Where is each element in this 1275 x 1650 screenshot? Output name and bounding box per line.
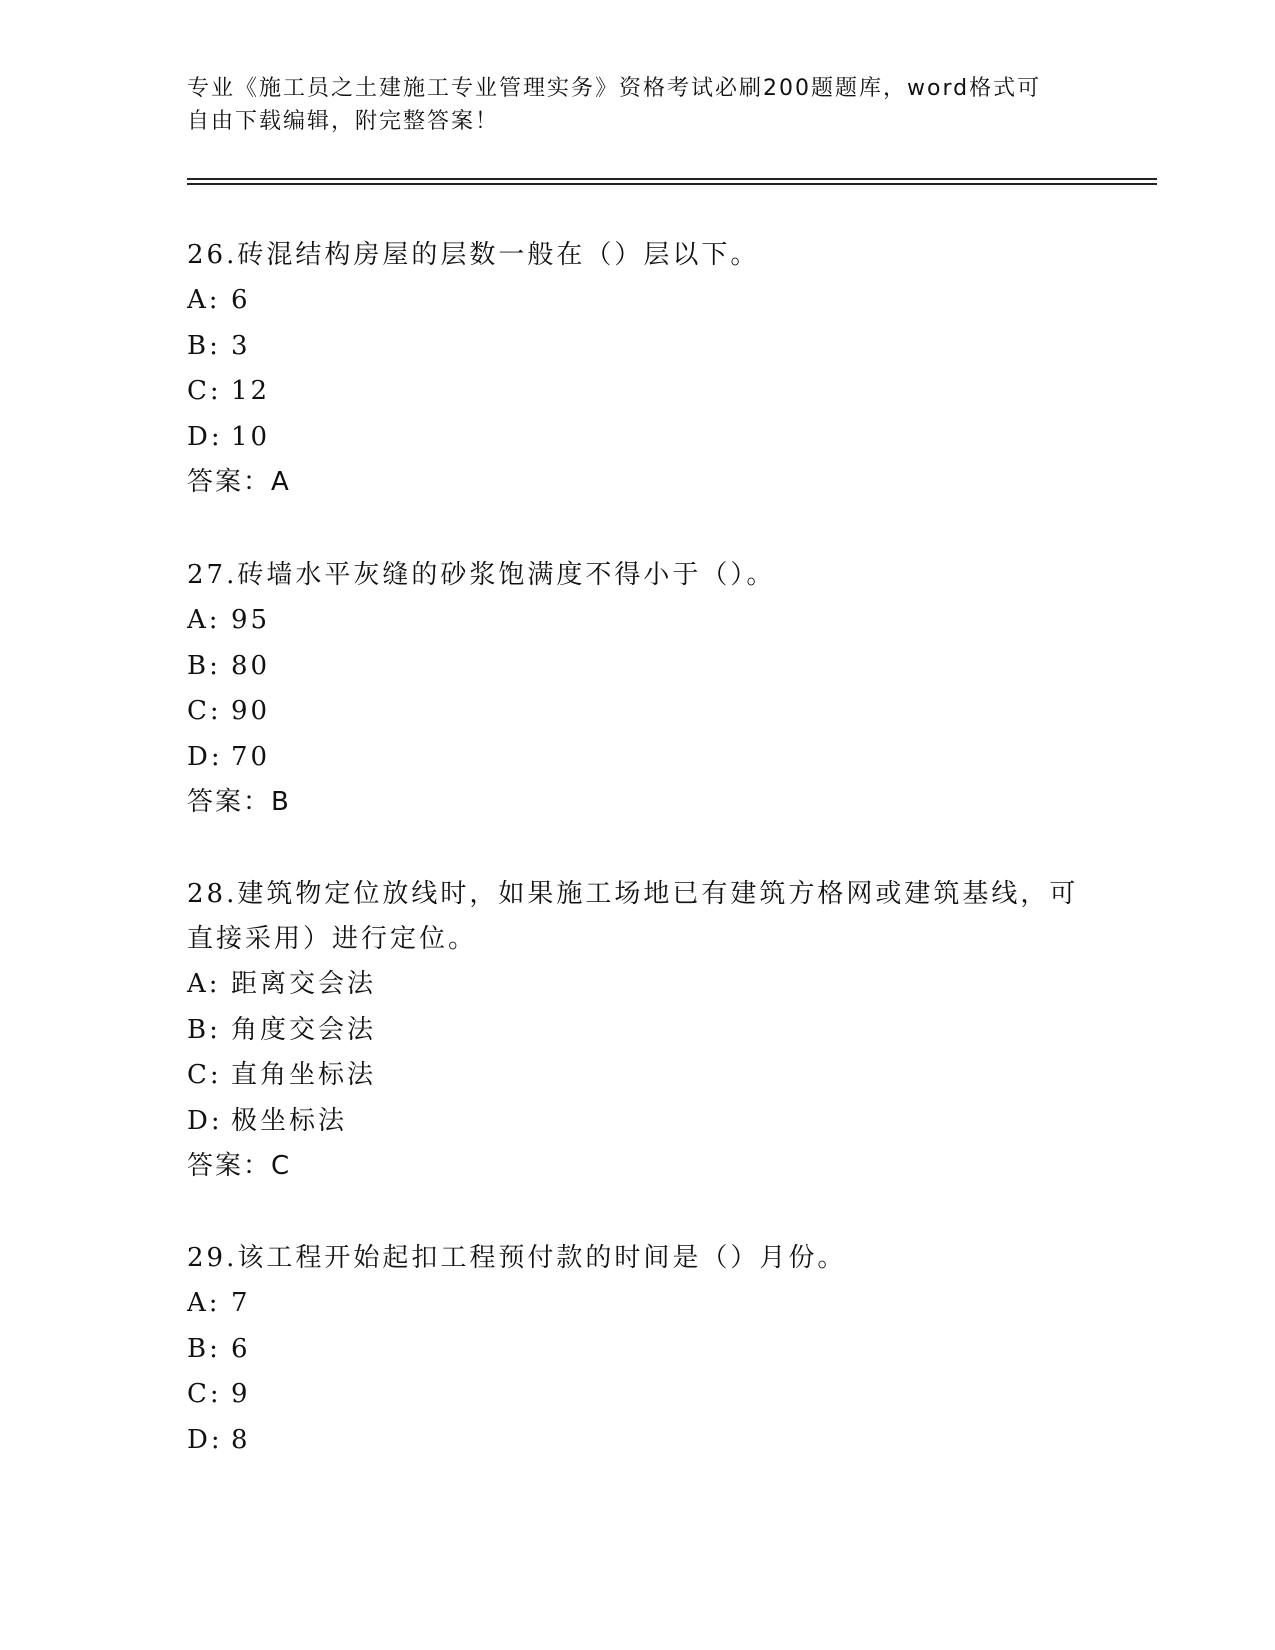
document-header	[187, 72, 1067, 138]
option-d	[187, 1099, 1087, 1145]
option-value: 10	[231, 421, 271, 452]
option-value: 直角坐标法	[231, 1060, 377, 1090]
option-d	[187, 1418, 1087, 1464]
option-b	[187, 324, 1087, 370]
question-27	[187, 553, 1087, 824]
option-b	[187, 1327, 1087, 1373]
option-b	[187, 1008, 1087, 1054]
option-value: 6	[231, 285, 251, 315]
option-value: 角度交会法	[231, 1014, 377, 1045]
option-key: C:	[187, 1060, 222, 1090]
option-value: 95	[231, 605, 271, 635]
header-line-2: 自由下载编辑，附完整答案！	[187, 109, 500, 134]
option-key: C:	[187, 696, 222, 726]
option-a	[187, 598, 1087, 644]
option-value: 3	[231, 330, 251, 361]
option-key: B:	[187, 1333, 221, 1364]
option-key: D:	[187, 421, 223, 452]
option-value: 12	[231, 376, 271, 406]
header-line-1: 专业《施工员之土建施工专业管理实务》资格考试必刷200题题库，word格式可	[187, 76, 1042, 101]
option-key: C:	[187, 1379, 222, 1409]
option-c	[187, 1372, 1087, 1418]
header-divider-top	[187, 178, 1157, 180]
question-text: 28.建筑物定位放线时，如果施工场地已有建筑方格网或建筑基线，可直接采用）进行定位。	[187, 879, 1079, 954]
answer-text: 答案：A	[187, 467, 291, 497]
option-key: B:	[187, 330, 221, 361]
option-d	[187, 735, 1087, 781]
option-key: A:	[187, 285, 221, 315]
option-value: 90	[231, 696, 271, 726]
option-key: D:	[187, 1424, 223, 1455]
option-key: A:	[187, 605, 221, 635]
option-value: 70	[231, 741, 271, 772]
option-key: B:	[187, 1014, 221, 1045]
option-d	[187, 415, 1087, 461]
option-value: 9	[231, 1379, 251, 1409]
option-value: 极坐标法	[231, 1105, 348, 1136]
option-b	[187, 644, 1087, 690]
question-29	[187, 1236, 1087, 1463]
option-key: A:	[187, 1288, 221, 1318]
header-divider-bottom	[187, 183, 1157, 185]
option-key: D:	[187, 741, 223, 772]
answer-text: 答案：B	[187, 787, 291, 817]
option-a	[187, 278, 1087, 324]
option-key: B:	[187, 650, 221, 681]
option-value: 距离交会法	[231, 969, 377, 999]
option-key: D:	[187, 1105, 223, 1136]
question-text: 29.该工程开始起扣工程预付款的时间是（）月份。	[187, 1243, 847, 1273]
option-value: 6	[231, 1333, 251, 1364]
answer-text: 答案：C	[187, 1151, 292, 1181]
option-a	[187, 1281, 1087, 1327]
option-c	[187, 1053, 1087, 1099]
option-c	[187, 369, 1087, 415]
option-c	[187, 689, 1087, 735]
option-value: 8	[231, 1424, 251, 1455]
question-28	[187, 872, 1087, 1188]
option-key: A:	[187, 969, 221, 999]
option-key: C:	[187, 376, 222, 406]
option-a	[187, 962, 1087, 1008]
question-text: 26.砖混结构房屋的层数一般在（）层以下。	[187, 240, 760, 270]
question-26	[187, 233, 1087, 504]
option-value: 80	[231, 650, 271, 681]
question-text: 27.砖墙水平灰缝的砂浆饱满度不得小于（）。	[187, 560, 776, 590]
option-value: 7	[231, 1288, 251, 1318]
